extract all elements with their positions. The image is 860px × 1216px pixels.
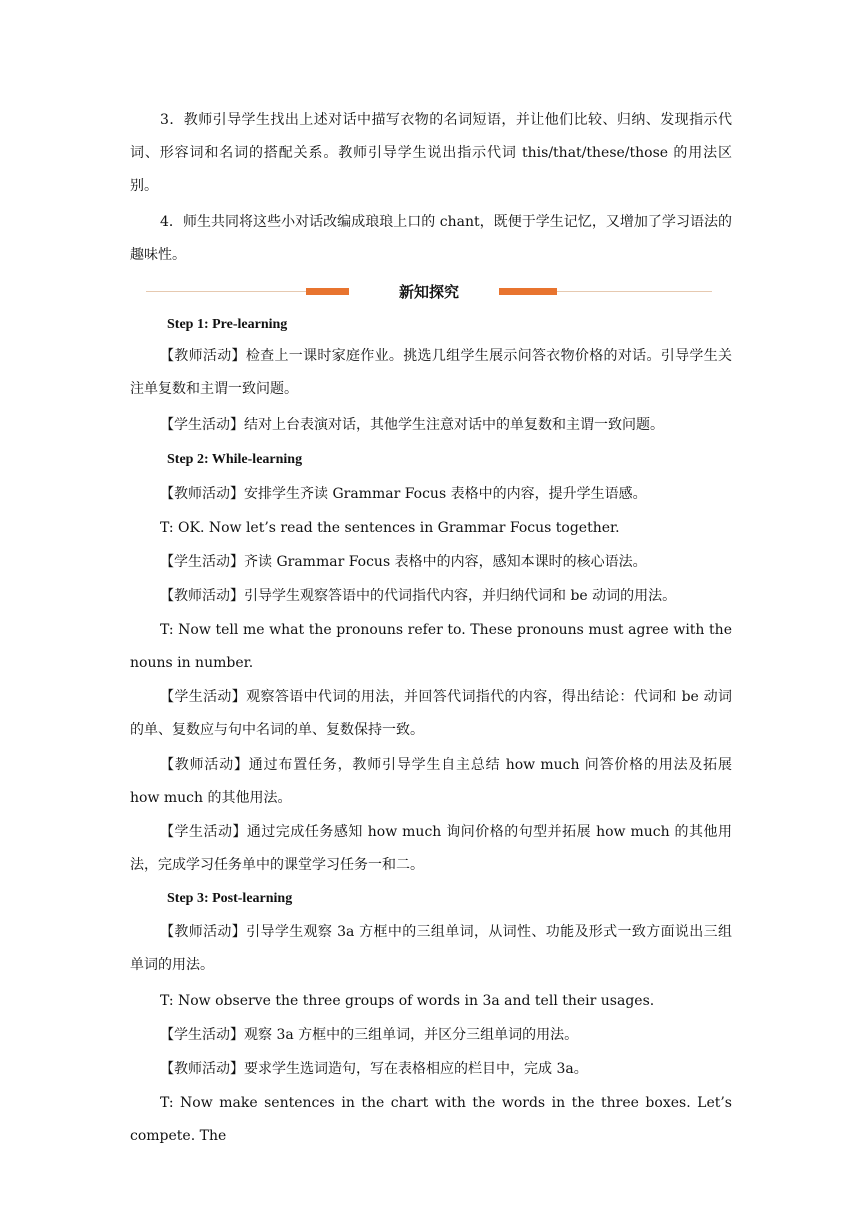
step3-teacher-line-2: T: Now make sentences in the chart with the words in the three boxes. Let’s compete. The	[130, 1095, 732, 1144]
section-divider	[146, 280, 712, 304]
step-2-heading: Step 2: While-learning	[167, 452, 303, 467]
paragraph-4: 4．师生共同将这些小对话改编成琅琅上口的 chant，既便于学生记忆，又增加了学习语法的趣味性。	[130, 214, 732, 263]
step2-teacher-line-1: T: OK. Now let’s read the sentences in Grammar Focus together.	[160, 520, 620, 536]
step2-student-activity-2: 【学生活动】观察答语中代词的用法，并回答代词指代的内容，得出结论：代词和 be 动词的单、复数应与句中名词的单、复数保持一致。	[130, 689, 732, 738]
step-3-heading: Step 3: Post-learning	[167, 891, 293, 906]
step2-student-activity-1: 【学生活动】齐读 Grammar Focus 表格中的内容，感知本课时的核心语法。	[160, 554, 647, 570]
step3-teacher-activity-1: 【教师活动】引导学生观察 3a 方框中的三组单词，从词性、功能及形式一致方面说出三组单词的用法。	[130, 924, 732, 973]
step2-teacher-activity-3: 【教师活动】通过布置任务，教师引导学生自主总结 how much 问答价格的用法及拓展 how much 的其他用法。	[130, 757, 732, 806]
step2-teacher-line-2: T: Now tell me what the pronouns refer to. These pronouns must agree with the nouns in number.	[130, 622, 732, 671]
step-1-heading: Step 1: Pre-learning	[167, 317, 288, 332]
step3-student-activity-1: 【学生活动】观察 3a 方框中的三组单词，并区分三组单词的用法。	[160, 1027, 579, 1043]
step3-teacher-line-1: T: Now observe the three groups of words in 3a and tell their usages.	[160, 993, 655, 1009]
step2-student-activity-3: 【学生活动】通过完成任务感知 how much 询问价格的句型并拓展 how much 的其他用法，完成学习任务单中的课堂学习任务一和二。	[130, 824, 732, 873]
step2-teacher-activity-1: 【教师活动】安排学生齐读 Grammar Focus 表格中的内容，提升学生语感。	[160, 486, 647, 502]
step1-teacher-activity: 【教师活动】检查上一课时家庭作业。挑选几组学生展示问答衣物价格的对话。引导学生关注单复数和主谓一致问题。	[130, 348, 732, 397]
step3-teacher-activity-2: 【教师活动】要求学生选词造句，写在表格相应的栏目中，完成 3a。	[160, 1061, 588, 1077]
section-title: 新知探究	[398, 283, 459, 301]
step2-teacher-activity-2: 【教师活动】引导学生观察答语中的代词指代内容，并归纳代词和 be 动词的用法。	[160, 588, 677, 604]
step1-student-activity: 【学生活动】结对上台表演对话，其他学生注意对话中的单复数和主谓一致问题。	[160, 417, 664, 433]
paragraph-3: 3．教师引导学生找出上述对话中描写衣物的名词短语，并让他们比较、归纳、发现指示代词、形容词和名词的搭配关系。教师引导学生说出指示代词 this/that/these/those 的用法区别。	[130, 112, 732, 194]
